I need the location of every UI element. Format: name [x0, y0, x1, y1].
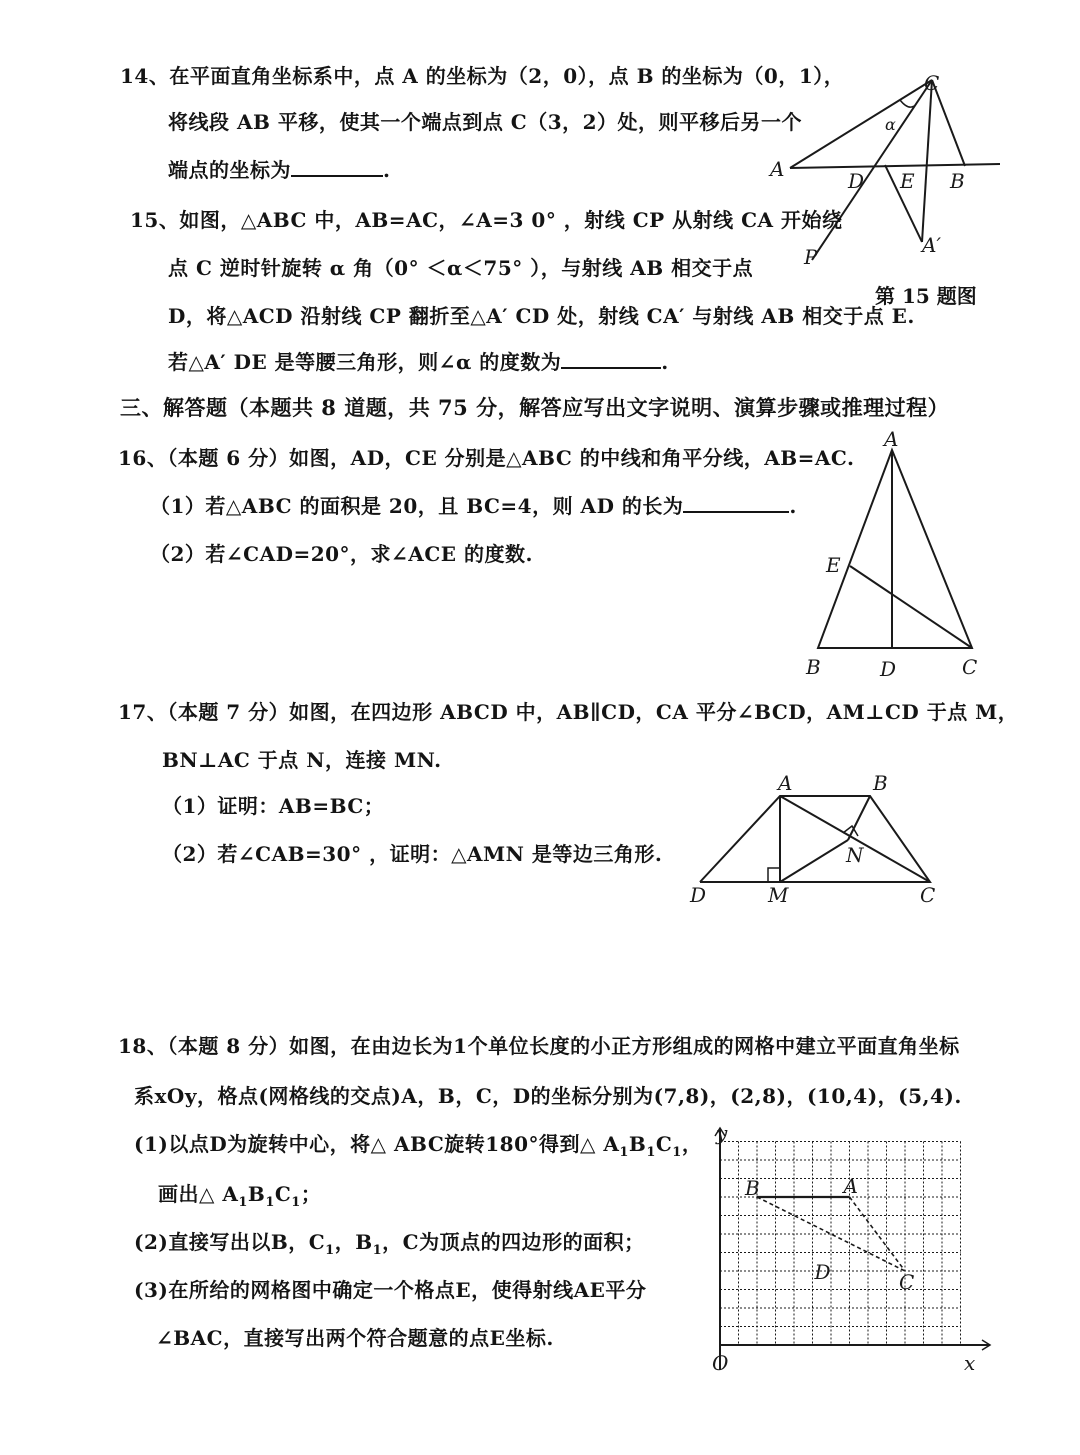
q15-label-B: B — [950, 169, 965, 193]
q15-figure-caption: 第 15 题图 — [875, 284, 977, 308]
q15-line4-end: . — [661, 350, 669, 374]
q17-label-M: M — [768, 883, 789, 907]
q18-p1-text-f: B — [247, 1182, 266, 1206]
q18-sub: 1 — [325, 1243, 335, 1258]
q15-line1: 15、如图，△ABC 中，AB=AC，∠A=3 0° ，射线 CP 从射线 CA 开始绕 — [130, 208, 843, 232]
q18-label-D: D — [814, 1260, 831, 1284]
q16-label-E: E — [826, 553, 841, 577]
q16-line2 — [150, 490, 797, 519]
q15-figure — [760, 70, 1010, 280]
q18-sub: 1 — [238, 1195, 248, 1210]
q18-label-B: B — [745, 1176, 760, 1200]
q16-answer-blank[interactable] — [683, 510, 789, 513]
q18-part3-line2: ∠BAC，直接写出两个符合题意的点E坐标. — [156, 1326, 554, 1350]
q18-p2-text-c: ，C为顶点的四边形的面积； — [382, 1230, 645, 1254]
q18-p1-text-d: ， — [681, 1132, 703, 1156]
q18-p1-text-b: B — [628, 1132, 647, 1156]
q18-p1-text-h: ； — [300, 1182, 322, 1206]
q15-line3: D，将△ACD 沿射线 CP 翻折至△A′ CD 处，射线 CA′ 与射线 AB 相交于点 E. — [168, 304, 915, 328]
q18-part1-line1 — [134, 1128, 702, 1160]
q18-p2-text-b: ，B — [334, 1230, 373, 1254]
q14-answer-blank[interactable] — [291, 174, 383, 177]
q18-sub: 1 — [646, 1145, 656, 1160]
q18-sub: 1 — [372, 1243, 383, 1258]
q18-label-A: A — [843, 1174, 858, 1198]
q16-line1: 16、（本题 6 分）如图，AD，CE 分别是△ABC 的中线和角平分线，AB=AC. — [118, 446, 855, 470]
q15-label-A: A — [770, 157, 785, 181]
q18-p1-text-c: C — [655, 1132, 673, 1156]
q15-label-alpha: α — [885, 115, 896, 134]
q15-label-E: E — [900, 169, 915, 193]
q16-label-A: A — [884, 427, 899, 451]
q18-label-y: y — [716, 1121, 728, 1145]
q15-label-P: P — [804, 245, 818, 269]
q16-label-D: D — [880, 657, 897, 681]
q17-label-A: A — [778, 771, 793, 795]
q17-line3: （1）证明：AB=BC； — [162, 794, 385, 818]
q18-grid-figure — [680, 1120, 1000, 1390]
q16-line2-end: . — [789, 494, 797, 518]
q17-label-B: B — [873, 771, 888, 795]
q18-p1-text-e: 画出△ A — [158, 1182, 239, 1206]
q14-line3-end: . — [383, 158, 391, 182]
q17-line2: BN⊥AC 于点 N，连接 MN. — [162, 748, 442, 772]
q18-line1: 18、（本题 8 分）如图，在由边长为1个单位长度的小正方形组成的网格中建立平面直角坐标 — [118, 1034, 960, 1058]
q15-label-A-prime: A′ — [922, 233, 941, 257]
q14-line2: 将线段 AB 平移，使其一个端点到点 C（3，2）处，则平移后另一个 — [168, 110, 803, 134]
q17-figure — [680, 770, 970, 915]
q18-sub: 1 — [265, 1195, 275, 1210]
q18-sub: 1 — [619, 1145, 629, 1160]
q15-line2: 点 C 逆时针旋转 α 角（0° ＜α＜75° ），与射线 AB 相交于点 — [168, 256, 754, 280]
q16-line3: （2）若∠CAD=20°，求∠ACE 的度数. — [150, 542, 533, 566]
q18-label-O: O — [712, 1351, 729, 1375]
q15-label-D: D — [848, 169, 865, 193]
q18-line2: 系xOy，格点(网格线的交点)A，B，C，D的坐标分别为(7,8)，(2,8)，(10,4)，(5,4). — [134, 1084, 962, 1108]
section3-heading: 三、解答题（本题共 8 道题，共 75 分，解答应写出文字说明、演算步骤或推理过程） — [120, 395, 950, 420]
q18-p1-text-a: (1)以点D为旋转中心，将△ ABC旋转180°得到△ A — [134, 1132, 620, 1156]
q16-line2-text: （1）若△ABC 的面积是 20，且 BC=4，则 AD 的长为 — [150, 494, 684, 518]
q17-line1: 17、（本题 7 分）如图，在四边形 ABCD 中，AB∥CD，CA 平分∠BCD，AM⊥CD 于点 M， — [118, 700, 1019, 724]
q17-label-N: N — [846, 843, 864, 867]
q16-label-B: B — [806, 655, 821, 679]
q18-sub: 1 — [291, 1195, 301, 1210]
q17-label-C: C — [920, 883, 936, 907]
q18-part3-line1: (3)在所给的网格图中确定一个格点E，使得射线AE平分 — [134, 1278, 647, 1302]
q18-label-x: x — [964, 1351, 976, 1375]
q17-label-D: D — [690, 883, 707, 907]
q16-label-C: C — [962, 655, 978, 679]
q15-answer-blank[interactable] — [561, 366, 661, 369]
q16-figure — [800, 428, 1000, 688]
q14-line3 — [168, 154, 390, 183]
q17-line4: （2）若∠CAB=30° ，证明：△AMN 是等边三角形. — [162, 842, 663, 866]
grid-lines — [720, 1142, 961, 1346]
q18-part1-line2 — [158, 1178, 321, 1210]
q18-sub: 1 — [672, 1145, 682, 1160]
q15-line4 — [168, 346, 669, 375]
q15-line4-text: 若△A′ DE 是等腰三角形，则∠α 的度数为 — [168, 350, 562, 374]
q18-part2 — [134, 1226, 645, 1258]
q14-line1: 14、在平面直角坐标系中，点 A 的坐标为（2，0），点 B 的坐标为（0，1）， — [120, 64, 845, 88]
q15-label-C: C — [924, 71, 940, 95]
q14-line3-text: 端点的坐标为 — [168, 158, 291, 182]
q18-label-C: C — [899, 1270, 915, 1294]
q18-p2-text-a: (2)直接写出以B，C — [134, 1230, 326, 1254]
q18-p1-text-g: C — [274, 1182, 292, 1206]
